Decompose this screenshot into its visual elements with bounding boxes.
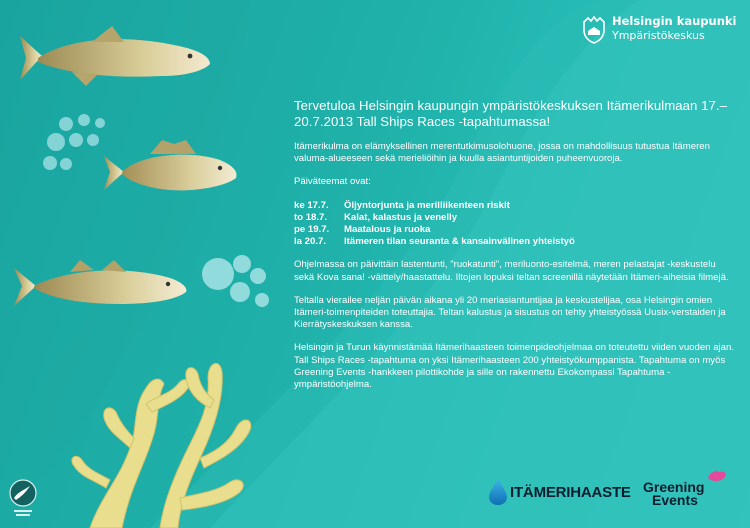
theme-day: pe 19.7. [294, 224, 330, 236]
fish-icon [100, 138, 240, 208]
itamerihaaste-logo [486, 478, 631, 508]
fish-icon [10, 258, 190, 318]
experts-paragraph: Teltalla vierailee neljän päivän aikana yli 20 meriasiantuntijaa ja keskustelijaa, osa Helsingin omien Itämeri-toimenpiteiden toteuttajia. Teltan kalustus ja sisustus on tehty yhteistyössä Uusix-verstaiden ja Kierrätyskeskuksen kanssa. [294, 294, 726, 331]
theme-topic: Kalat, kalastus ja venelly [344, 211, 458, 223]
theme-day: ke 17.7. [294, 199, 329, 211]
intro-paragraph: Itämerikulma on elämyksellinen merentutkimusolohuone, jossa on mahdollisuus tutustua Itämeren valuma-alueeseen sekä merieliöihin ja kuulla asiantuntijoiden puheenvuoroja. [294, 141, 710, 165]
events-text: Events [652, 492, 698, 508]
itamerihaaste-text: ITÄMERIHAASTE [510, 484, 631, 501]
fish-icon [12, 22, 212, 102]
kelp-icon [60, 348, 290, 528]
challenge-paragraph: Helsingin ja Turun käynnistämää Itämerihaasteen toimenpideohjelmaa on toteutettu viiden vuoden ajan. Tall Ships Races -tapahtuma on yksi Itämerihaasteen 200 yhteistyökumppanista. Tapahtuma on myös Greening Events -hankkeen pilottikohde ja sille on rakennettu Ekokompassi Tapahtuma -ympäristöohjelma. [294, 342, 734, 391]
water-drop-icon [488, 478, 508, 506]
greening-events-logo [640, 468, 740, 518]
theme-row [294, 236, 734, 248]
logo-city: Helsingin kaupunki [612, 14, 737, 28]
theme-day: la 20.7. [294, 236, 327, 248]
helsinki-crest-icon [582, 16, 606, 44]
theme-topic: Itämeren tilan seuranta & kansainvälinen yhteistyö [344, 236, 575, 248]
theme-topic: Öljyntorjunta ja merilliikenteen riskit [344, 199, 510, 211]
theme-row [294, 200, 734, 212]
theme-row [294, 212, 734, 224]
rose-icon [706, 468, 728, 484]
swan-ecolabel-icon [8, 478, 38, 520]
theme-row [294, 224, 734, 236]
helsinki-logo [582, 14, 742, 54]
themes-title: Päiväteemat ovat: [294, 176, 371, 188]
theme-day: to 18.7. [294, 211, 328, 223]
headline: Tervetuloa Helsingin kaupungin ympäristökeskuksen Itämerikulmaan 17.–20.7.2013 Tall Ships Races -tapahtumassa! [294, 98, 728, 129]
greening-text: Greening [643, 479, 705, 495]
main-content [294, 98, 734, 391]
bubble-icon [190, 250, 280, 320]
themes-list [294, 200, 734, 249]
logo-department: Ympäristökeskus [612, 29, 705, 42]
program-paragraph: Ohjelmassa on päivittäin lastentunti, "ruokatunti", meriluonto-esitelmä, meren pelastajat -keskustelu sekä Kova sana! -väittely/haastattelu. Iltojen lopuksi teltan screenillä näytetään Itämeri-aiheisia filmejä. [294, 259, 729, 283]
theme-topic: Maatalous ja ruoka [344, 224, 431, 236]
